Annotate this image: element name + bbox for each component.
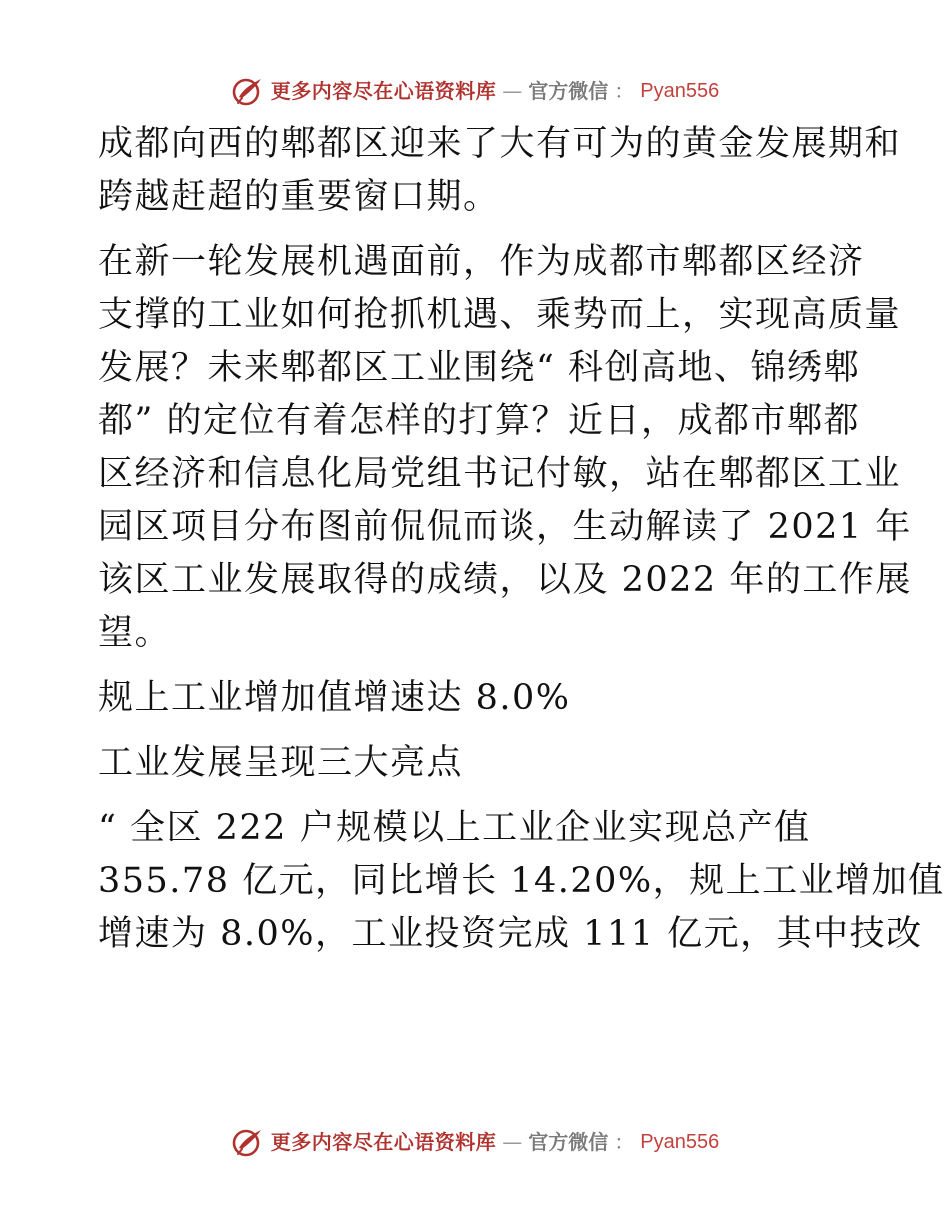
text-line: “ 全区 222 户规模以上工业企业实现总产值 [98,808,811,848]
watermark-sub-text: 官方微信 [528,1130,609,1154]
text-line: 该区工业发展取得的成绩，以及 2022 年的工作展 [98,560,912,600]
quill-logo-icon [231,1127,265,1157]
text-line: 规上工业增加值增速达 8.0% [98,678,571,718]
watermark-wechat-id: Pyan556 [640,80,720,102]
watermark-colon: ： [614,1130,635,1154]
subheading-highlights [98,737,858,790]
text-line: 工业发展呈现三大亮点 [98,743,464,783]
text-line: 355.78 亿元，同比增长 14.20%，规上工业增加值 [98,861,945,901]
text-line: 支撑的工业如何抢抓机遇、乘势而上，实现高质量 [98,295,902,335]
paragraph-intro [98,118,902,224]
text-line: 增速为 8.0%，工业投资完成 111 亿元，其中技改 [98,914,923,954]
text-line: 都” 的定位有着怎样的打算？近日，成都市郫都 [98,401,861,441]
watermark-header [0,76,950,106]
text-line: 成都向西的郫都区迎来了大有可为的黄金发展期和 [98,124,902,164]
paragraph-main [98,236,912,660]
paragraph-statistics [98,802,945,961]
watermark-footer [0,1127,950,1157]
quill-logo-icon [231,76,265,106]
watermark-main-text: 更多内容尽在心语资料库 [270,1130,497,1154]
text-line: 发展？未来郫都区工业围绕“ 科创高地、锦绣郫 [98,348,861,388]
subheading-growth [98,672,858,725]
text-line: 跨越赶超的重要窗口期。 [98,177,500,217]
text-line: 区经济和信息化局党组书记付敏，站在郫都区工业 [98,454,902,494]
text-line: 园区项目分布图前侃侃而谈，生动解读了 2021 年 [98,507,912,547]
watermark-sub-text: 官方微信 [528,79,609,103]
document-body [98,118,945,973]
watermark-wechat-id: Pyan556 [640,1131,720,1153]
watermark-colon: ： [614,79,635,103]
watermark-dash: — [502,79,523,103]
watermark-dash: — [502,1130,523,1154]
text-line: 望。 [98,613,172,653]
watermark-main-text: 更多内容尽在心语资料库 [270,79,497,103]
text-line: 在新一轮发展机遇面前，作为成都市郫都区经济 [98,242,865,282]
